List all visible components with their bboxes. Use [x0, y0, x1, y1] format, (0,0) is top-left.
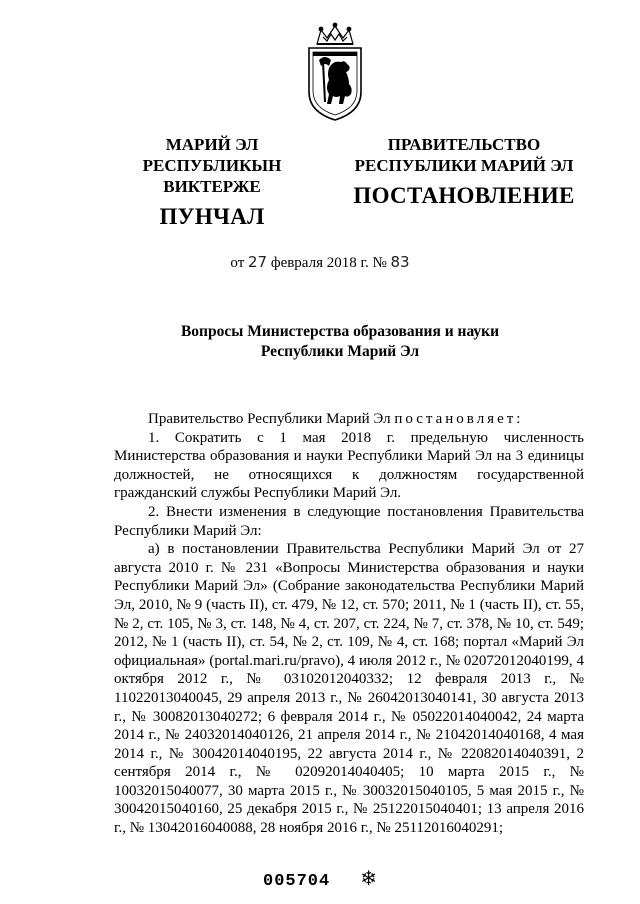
paragraph-1: 1. Сократить с 1 мая 2018 г. предельную численность Министерства образования и науки Республики Марий Эл на 3 единицы должностей, не относящихся к должностям государственной гражданский службы Республики Марий Эл. [114, 429, 584, 502]
header-left-doctype: ПУНЧАЛ [159, 204, 265, 229]
document-number: 83 [390, 253, 410, 271]
title-line2: Республики Марий Эл [260, 343, 420, 360]
intro-paragraph [114, 410, 584, 429]
document-body [114, 410, 584, 838]
footer [0, 866, 640, 891]
header-right-line1: ПРАВИТЕЛЬСТВО [387, 135, 541, 154]
header-mari [100, 134, 324, 231]
header-left-line2: ВИКТЕРЖЕ [163, 177, 261, 196]
header-left-line1: МАРИЙ ЭЛ РЕСПУБЛИКЫН [142, 135, 282, 175]
snowflake-icon: ❄ [360, 866, 377, 890]
document-title [150, 322, 530, 362]
header-right-doctype: ПОСТАНОВЛЕНИЕ [353, 183, 575, 208]
coat-of-arms-icon [299, 22, 371, 122]
serial-number: 005704 [263, 872, 331, 891]
date-month-year: февраля 2018 г. № [270, 255, 387, 271]
date-day: 27 [248, 253, 268, 271]
intro-verb: постановляет: [394, 411, 524, 427]
paragraph-2a: а) в постановлении Правительства Республики Марий Эл от 27 августа 2010 г. № 231 «Вопросы Министерства образования и науки Республики Марий Эл» (Собрание законодательства Республики Марий Эл, 2010, № 9 (часть II), ст. 479, № 12, ст. 570; 2011, № 1 (часть II), ст. 55, № 2, ст. 105, № 3, ст. 148, № 4, ст. 207, ст. 224, № 7, ст. 378, № 10, ст. 549; 2012, № 1 (часть II), ст. 54, № 2, ст. 109, № 4, ст. 168; портал «Марий Эл официальная» (portal.mari.ru/pravo), 4 июля 2012 г., № 02072012040199, 4 октября 2012 г., № 03102012040332; 12 февраля 2013 г., № 11022013040045, 29 апреля 2013 г., № 26042013040141, 30 августа 2013 г., № 30082013040272; 6 февраля 2014 г., № 05022014040042, 24 марта 2014 г., № 24032014040126, 21 апреля 2014 г., № 21042014040168, 4 мая 2014 г., № 30042014040195, 22 августа 2014 г., № 22082014040391, 2 сентября 2014 г., № 02092014040405; 10 марта 2015 г., № 10032015040077, 30 марта 2015 г., № 30032015040105, 5 мая 2015 г., № 30042015040160, 25 декабря 2015 г., № 25122015040401; 13 апреля 2016 г., № 13042016040088, 28 ноября 2016 г., № 25112016040291; [114, 541, 584, 837]
title-line1: Вопросы Министерства образования и науки [180, 323, 500, 340]
intro-subject: Правительство Республики Марий Эл [148, 411, 391, 427]
header-russian [344, 134, 584, 210]
date-prefix: от [230, 255, 245, 271]
paragraph-2: 2. Внести изменения в следующие постановления Правительства Республики Марий Эл: [114, 503, 584, 539]
header-right-line2: РЕСПУБЛИКИ МАРИЙ ЭЛ [354, 156, 574, 175]
document-date [0, 253, 640, 272]
